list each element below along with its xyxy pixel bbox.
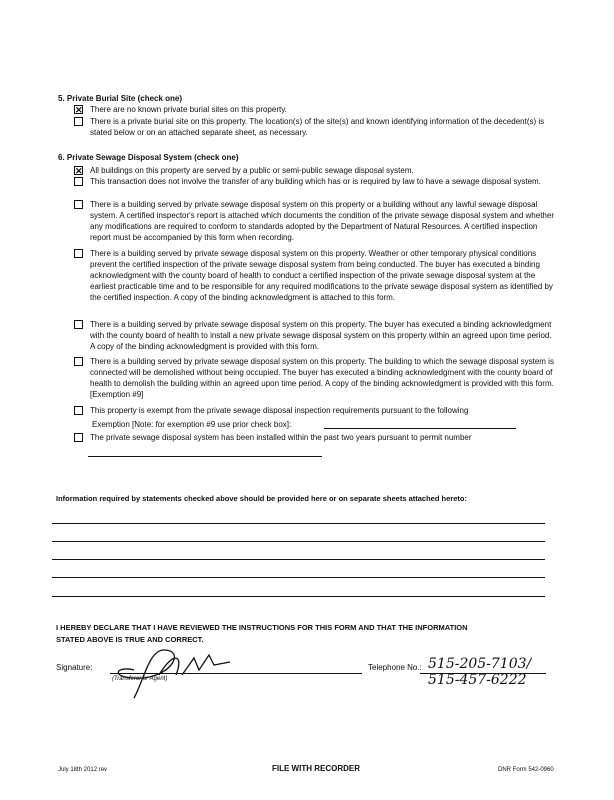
- checkbox[interactable]: [74, 406, 83, 415]
- info-line[interactable]: [52, 577, 545, 578]
- telephone-number-1: 515-205-7103/: [428, 656, 532, 672]
- exemption-label: Exemption [Note: for exemption #9 use prior check box]:: [92, 420, 292, 429]
- info-line[interactable]: [52, 596, 545, 597]
- footer-title: FILE WITH RECORDER: [272, 764, 360, 773]
- option-text: This transaction does not involve the transfer of any building which has or is required by law to have a sewage disposal system.: [90, 177, 541, 186]
- exemption-input-line[interactable]: [324, 428, 516, 429]
- sewage-option-7[interactable]: [74, 405, 554, 430]
- telephone-number-2: 515-457-6222: [428, 672, 527, 688]
- option-text: All buildings on this property are served by a public or semi-public sewage disposal system.: [90, 166, 414, 175]
- signature-label: Signature:: [56, 663, 93, 672]
- option-text: The private sewage disposal system has been installed within the past two years pursuant to permit number: [90, 433, 472, 442]
- sewage-option-5[interactable]: [74, 319, 554, 352]
- option-text: There are no known private burial sites on this property.: [90, 105, 287, 114]
- checkbox[interactable]: [74, 117, 83, 126]
- option-text: There is a private burial site on this property. The location(s) of the site(s) and known identifying information of the decedent(s) is stated below or on an attached separate sheet, as necessary.: [90, 117, 545, 137]
- info-line[interactable]: [52, 559, 545, 560]
- declaration-text: I HEREBY DECLARE THAT I HAVE REVIEWED THE INSTRUCTIONS FOR THIS FORM AND THAT THE INFORMATION STATED ABOVE IS TRUE AND CORRECT.: [56, 623, 468, 644]
- footer-form-number: DNR Form 542-0960: [498, 767, 554, 773]
- sewage-option-2[interactable]: [74, 176, 554, 187]
- handwritten-signature: [104, 640, 234, 700]
- section-6-heading: 6. Private Sewage Disposal System (check one): [58, 153, 239, 162]
- telephone-label: Telephone No.:: [368, 663, 422, 672]
- signature-sublabel: (Transferor or Agent): [112, 676, 168, 682]
- sewage-option-4[interactable]: [74, 248, 554, 303]
- checkbox[interactable]: [74, 200, 83, 209]
- sewage-option-3[interactable]: [74, 199, 554, 243]
- sewage-option-8[interactable]: [74, 432, 554, 443]
- option-text: There is a building served by private sewage disposal system on this property. Weather or other temporary physical conditions prevent the certified inspection of the private sewage disposal system from being conducted. The buyer has executed a binding acknowledgment with the county board of health to conduct a certified inspection of the private sewage disposal system at the earliest practicable time and to be responsible for any required modifications to the private sewage disposal system as identified by the certified inspection. A copy of the binding acknowledgment is attached to this form.: [90, 249, 553, 302]
- permit-number-line[interactable]: [88, 456, 322, 457]
- checkbox[interactable]: [74, 249, 83, 258]
- option-text: This property is exempt from the private sewage disposal inspection requirements pursuant to the following: [90, 406, 469, 415]
- info-instruction: Information required by statements checked above should be provided here or on separate sheets attached hereto:: [56, 494, 467, 503]
- info-line[interactable]: [52, 523, 545, 524]
- checkbox[interactable]: [74, 357, 83, 366]
- option-text: There is a building served by private sewage disposal system on this property. The buyer has executed a binding acknowledgment with the county board of health to install a new private sewage disposal system on this property within an agreed upon time period. A copy of the binding acknowledgment is provided with this form.: [90, 320, 552, 351]
- option-text: There is a building served by private sewage disposal system on this property. The building to which the sewage disposal system is connected will be demolished without being occupied. The buyer has executed a binding acknowledgment with the county board of health to demolish the building within an agreed upon time period. A copy of the binding acknowledgment is provided with this form. [Exemption #9]: [90, 357, 554, 399]
- footer-revision: July 18th 2012 rev: [58, 767, 108, 773]
- checkbox[interactable]: [74, 433, 83, 442]
- checkbox[interactable]: [74, 177, 83, 186]
- info-line[interactable]: [52, 541, 545, 542]
- burial-option-site[interactable]: [74, 116, 554, 138]
- section-5-heading: 5. Private Burial Site (check one): [58, 94, 183, 103]
- checkbox-checked[interactable]: ✕: [75, 105, 83, 115]
- burial-option-none[interactable]: [74, 104, 554, 115]
- telephone-value: [428, 656, 531, 688]
- sewage-option-1[interactable]: [74, 165, 554, 176]
- checkbox-checked[interactable]: ✕: [75, 166, 83, 176]
- checkbox[interactable]: [74, 320, 83, 329]
- option-text: There is a building served by private sewage disposal system on this property or a building without any lawful sewage disposal system. A certified inspector's report is attached which documents the condition of the private sewage disposal system and whether any modifications are required to conform to standards adopted by the Department of Natural Resources. A certified inspection report must be accompanied by this form when recording.: [90, 200, 554, 242]
- sewage-option-6[interactable]: [74, 356, 554, 400]
